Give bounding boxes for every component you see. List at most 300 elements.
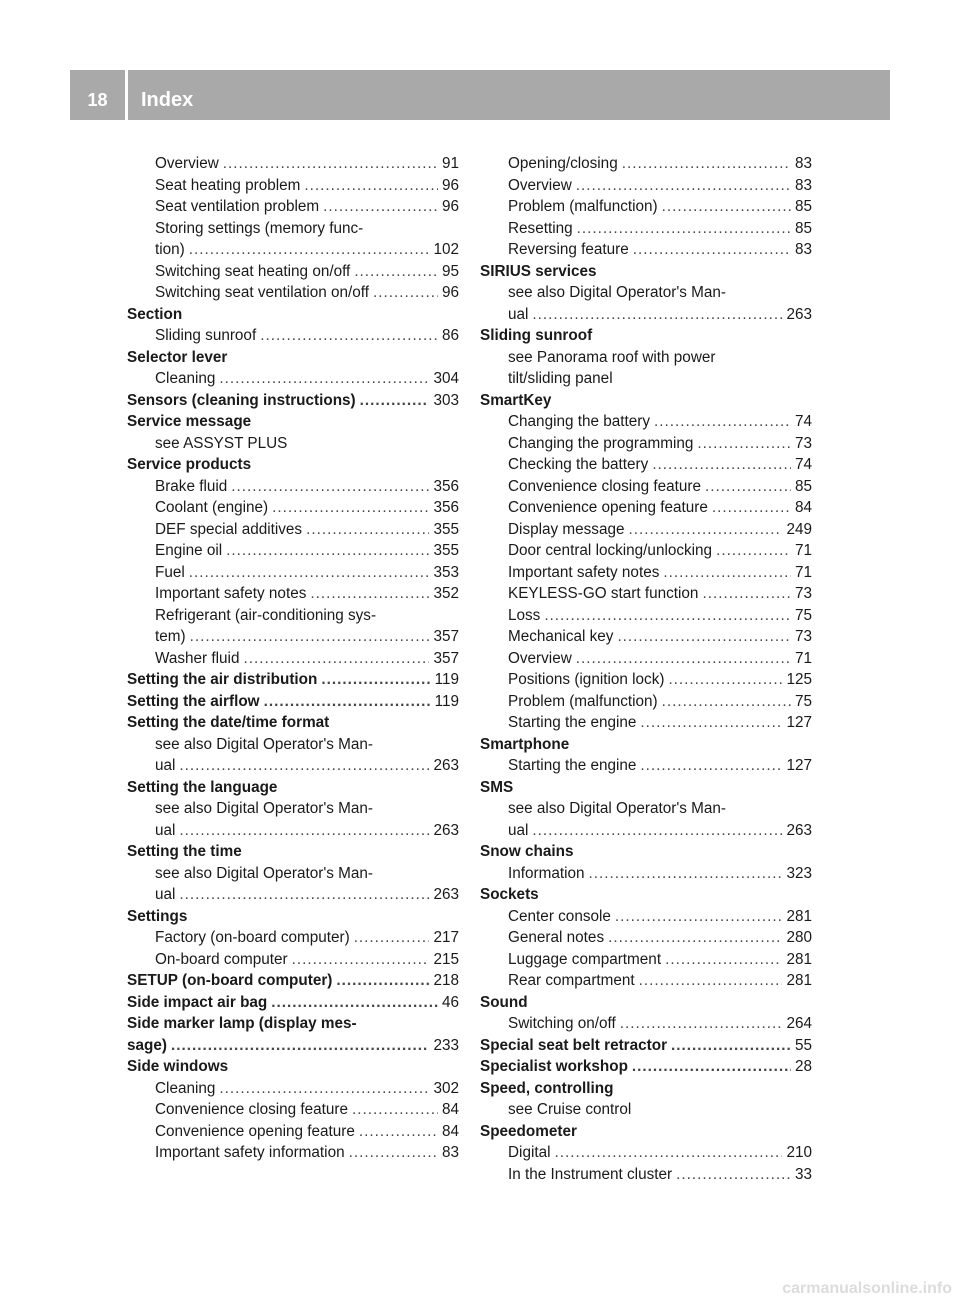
page-reference: 95	[441, 262, 459, 280]
entry-text: see also Digital Operator's Man-	[508, 800, 727, 817]
dot-leader	[336, 970, 429, 992]
index-subentry	[127, 325, 459, 347]
dot-leader	[231, 476, 429, 498]
index-heading	[127, 669, 459, 691]
dot-leader	[243, 648, 429, 670]
index-heading	[127, 992, 459, 1014]
entry-text: Setting the air distribution	[127, 671, 318, 688]
entry-text: Mechanical key	[508, 628, 614, 645]
page-reference: 55	[794, 1036, 812, 1054]
page-reference: 83	[441, 1144, 459, 1161]
index-subentry	[480, 712, 812, 734]
entry-text: Setting the date/time format	[127, 714, 330, 731]
page-reference: 73	[794, 434, 812, 452]
index-subentry	[480, 605, 812, 627]
entry-text: sage)	[127, 1036, 167, 1054]
dot-leader	[576, 648, 791, 670]
entry-text: KEYLESS-GO start function	[508, 585, 699, 602]
index-subentry	[127, 497, 459, 519]
index-heading	[127, 841, 459, 863]
dot-leader	[662, 196, 791, 218]
entry-text: Convenience opening feature	[155, 1122, 355, 1140]
page-reference: 263	[786, 821, 812, 839]
dot-leader	[359, 1121, 438, 1143]
dot-leader	[219, 1078, 429, 1100]
index-subentry	[127, 1142, 459, 1164]
page-reference: 84	[794, 499, 812, 516]
page-reference: 355	[433, 520, 459, 538]
dot-leader	[179, 755, 429, 777]
page-reference: 119	[434, 671, 459, 688]
page-reference: 96	[441, 176, 459, 194]
index-subentry	[480, 669, 812, 691]
dot-leader	[179, 884, 429, 906]
entry-text: Service message	[127, 413, 252, 430]
entry-text: tilt/sliding panel	[508, 370, 613, 387]
page-number: 18	[87, 90, 108, 110]
index-subentry	[127, 282, 459, 304]
entry-text: Information	[508, 864, 585, 882]
index-subentry	[480, 476, 812, 498]
entry-text: Reversing feature	[508, 241, 629, 258]
index-heading	[480, 1078, 812, 1100]
index-heading	[480, 390, 812, 412]
index-heading	[480, 261, 812, 283]
index-subentry	[127, 562, 459, 584]
page-reference: 263	[433, 886, 459, 903]
index-subentry	[480, 347, 812, 369]
page-reference: 263	[786, 305, 812, 323]
entry-text: Factory (on-board computer)	[155, 929, 350, 946]
entry-text: tem)	[155, 628, 186, 645]
entry-text: Service products	[127, 456, 252, 473]
dot-leader	[544, 605, 791, 627]
page-reference: 96	[441, 198, 459, 215]
index-subentry	[127, 755, 459, 777]
page-reference: 233	[433, 1036, 459, 1054]
entry-text: Switching seat ventilation on/off	[155, 284, 370, 301]
entry-text: Changing the programming	[508, 434, 694, 452]
dot-leader	[662, 691, 791, 713]
index-subentry	[480, 562, 812, 584]
page-reference: 74	[794, 413, 812, 430]
entry-text: ual	[508, 305, 529, 323]
index-subentry	[127, 884, 459, 906]
dot-leader	[373, 282, 438, 304]
index-subentry	[127, 519, 459, 541]
page-reference: 85	[794, 477, 812, 495]
page-reference: 71	[794, 542, 812, 559]
index-subentry	[127, 863, 459, 885]
dot-leader	[697, 433, 791, 455]
page-reference: 281	[786, 950, 812, 968]
index-heading	[127, 1035, 459, 1057]
entry-text: Center console	[508, 907, 611, 925]
index-subentry	[480, 175, 812, 197]
dot-leader	[223, 153, 438, 175]
dot-leader	[576, 175, 791, 197]
index-subentry	[127, 261, 459, 283]
entry-text: Side windows	[127, 1058, 229, 1075]
entry-text: Opening/closing	[508, 155, 618, 172]
entry-text: Digital	[508, 1144, 551, 1161]
dot-leader	[179, 820, 429, 842]
index-subentry	[127, 1078, 459, 1100]
index-subentry	[480, 304, 812, 326]
entry-text: Setting the language	[127, 778, 278, 796]
entry-text: Fuel	[155, 563, 185, 581]
index-subentry	[480, 1164, 812, 1186]
entry-text: Sliding sunroof	[155, 327, 257, 344]
page-reference: 71	[794, 563, 812, 581]
page-reference: 356	[433, 477, 459, 495]
index-subentry	[127, 1121, 459, 1143]
page-reference: 83	[794, 176, 812, 194]
dot-leader	[577, 218, 791, 240]
dot-leader	[321, 669, 430, 691]
page-reference: 263	[433, 821, 459, 839]
entry-text: Seat ventilation problem	[155, 198, 320, 215]
index-subentry	[480, 949, 812, 971]
entry-text: Sensors (cleaning instructions)	[127, 391, 356, 409]
page-reference: 125	[786, 671, 812, 688]
entry-text: Problem (malfunction)	[508, 692, 658, 710]
index-subentry	[127, 153, 459, 175]
page-reference: 303	[433, 391, 459, 409]
entry-text: see also Digital Operator's Man-	[155, 864, 374, 882]
page-reference: 281	[786, 907, 812, 925]
entry-text: ual	[155, 821, 176, 839]
page-reference: 217	[433, 929, 459, 946]
index-heading	[480, 884, 812, 906]
dot-leader	[633, 239, 791, 261]
index-subentry	[480, 433, 812, 455]
entry-text: Overview	[155, 155, 219, 172]
page-reference: 85	[794, 219, 812, 237]
dot-leader	[354, 927, 430, 949]
entry-text: Cleaning	[155, 1079, 216, 1097]
entry-text: see also Digital Operator's Man-	[508, 284, 727, 301]
index-subentry	[480, 153, 812, 175]
index-subentry	[480, 497, 812, 519]
index-subentry	[480, 691, 812, 713]
page-reference: 71	[794, 649, 812, 667]
page-reference: 357	[433, 628, 459, 645]
dot-leader	[271, 992, 438, 1014]
index-subentry	[127, 476, 459, 498]
index-heading	[127, 906, 459, 928]
entry-text: Important safety information	[155, 1144, 345, 1161]
index-subentry	[480, 906, 812, 928]
page-reference: 127	[786, 757, 812, 774]
entry-text: Setting the time	[127, 843, 242, 860]
entry-text: Positions (ignition lock)	[508, 671, 665, 688]
dot-leader	[615, 906, 783, 928]
entry-text: Section	[127, 305, 183, 323]
entry-text: ual	[155, 886, 176, 903]
dot-leader	[632, 1056, 791, 1078]
entry-text: Speed, controlling	[480, 1079, 614, 1097]
entry-text: Brake fluid	[155, 477, 228, 495]
page-reference: 357	[433, 649, 459, 667]
entry-text: Convenience opening feature	[508, 499, 708, 516]
dot-leader	[264, 691, 431, 713]
entry-text: Loss	[508, 606, 541, 624]
index-heading	[127, 411, 459, 433]
page-reference: 84	[441, 1122, 459, 1140]
dot-leader	[639, 970, 783, 992]
entry-text: Sound	[480, 993, 528, 1011]
dot-leader	[310, 583, 429, 605]
index-heading	[480, 325, 812, 347]
dot-leader	[654, 411, 791, 433]
dot-leader	[716, 540, 791, 562]
entry-text: Specialist workshop	[480, 1058, 628, 1075]
dot-leader	[640, 712, 782, 734]
page-reference: 83	[794, 241, 812, 258]
dot-leader	[617, 626, 791, 648]
entry-text: Convenience closing feature	[155, 1101, 349, 1118]
page-reference: 85	[794, 198, 812, 215]
dot-leader	[705, 476, 791, 498]
index-subentry	[480, 755, 812, 777]
dot-leader	[360, 390, 430, 412]
entry-text: Speedometer	[480, 1122, 577, 1140]
index-column-left	[127, 153, 459, 1164]
page-reference: 263	[433, 757, 459, 774]
page-reference: 74	[794, 456, 812, 473]
entry-text: Problem (malfunction)	[508, 198, 658, 215]
page-reference: 302	[433, 1079, 459, 1097]
page-reference: 355	[433, 542, 459, 559]
dot-leader	[304, 175, 438, 197]
dot-leader	[171, 1035, 430, 1057]
entry-text: Overview	[508, 176, 572, 194]
index-subentry	[127, 218, 459, 240]
dot-leader	[226, 540, 429, 562]
entry-text: Sliding sunroof	[480, 327, 593, 344]
page-reference: 264	[786, 1015, 812, 1032]
entry-text: SETUP (on-board computer)	[127, 972, 333, 989]
dot-leader	[652, 454, 791, 476]
entry-text: see ASSYST PLUS	[155, 434, 288, 452]
entry-text: Rear compartment	[508, 972, 635, 989]
entry-text: SmartKey	[480, 391, 552, 409]
entry-text: General notes	[508, 929, 605, 946]
page-reference: 353	[433, 563, 459, 581]
index-subentry	[127, 648, 459, 670]
index-heading	[127, 390, 459, 412]
page-reference: 281	[786, 972, 812, 989]
index-heading	[480, 1035, 812, 1057]
index-subentry	[480, 454, 812, 476]
index-subentry	[480, 519, 812, 541]
entry-text: DEF special additives	[155, 520, 303, 538]
page-reference: 215	[433, 950, 459, 968]
entry-text: Switching on/off	[508, 1015, 616, 1032]
entry-text: Selector lever	[127, 348, 228, 366]
entry-text: Seat heating problem	[155, 176, 301, 194]
index-subentry	[480, 540, 812, 562]
entry-text: Checking the battery	[508, 456, 649, 473]
entry-text: Settings	[127, 907, 188, 925]
index-subentry	[480, 626, 812, 648]
index-heading	[127, 1056, 459, 1078]
dot-leader	[352, 1099, 438, 1121]
dot-leader	[663, 562, 791, 584]
dot-leader	[260, 325, 438, 347]
entry-text: Washer fluid	[155, 649, 240, 667]
dot-leader	[668, 669, 782, 691]
entry-text: Coolant (engine)	[155, 499, 269, 516]
index-subentry	[480, 863, 812, 885]
index-subentry	[480, 1142, 812, 1164]
dot-leader	[219, 368, 429, 390]
dot-leader	[189, 562, 430, 584]
page-reference: 304	[433, 370, 459, 387]
index-heading	[127, 691, 459, 713]
page-reference: 280	[786, 929, 812, 946]
entry-text: Resetting	[508, 219, 573, 237]
index-subentry	[127, 820, 459, 842]
page-reference: 218	[433, 972, 459, 989]
index-subentry	[127, 605, 459, 627]
entry-text: Overview	[508, 649, 572, 667]
index-subentry	[127, 196, 459, 218]
entry-text: Starting the engine	[508, 714, 637, 731]
entry-text: see also Digital Operator's Man-	[155, 735, 374, 753]
page-reference: 127	[786, 714, 812, 731]
page-reference: 249	[786, 520, 812, 538]
index-heading	[127, 347, 459, 369]
index-subentry	[480, 368, 812, 390]
page-reference: 352	[433, 585, 459, 602]
index-subentry	[480, 927, 812, 949]
dot-leader	[354, 261, 438, 283]
dot-leader	[323, 196, 438, 218]
entry-text: Changing the battery	[508, 413, 651, 430]
index-subentry	[127, 540, 459, 562]
entry-text: see Cruise control	[508, 1101, 632, 1118]
dot-leader	[608, 927, 782, 949]
page-reference: 28	[794, 1058, 812, 1075]
index-subentry	[480, 820, 812, 842]
index-subentry	[480, 239, 812, 261]
entry-text: SMS	[480, 778, 514, 796]
entry-text: Refrigerant (air-conditioning sys-	[155, 606, 377, 624]
index-subentry	[127, 927, 459, 949]
index-subentry	[480, 970, 812, 992]
index-subentry	[127, 734, 459, 756]
index-subentry	[480, 1013, 812, 1035]
page-reference: 33	[794, 1165, 812, 1183]
index-heading	[127, 1013, 459, 1035]
page-reference: 46	[441, 993, 459, 1011]
index-heading	[480, 841, 812, 863]
index-column-right	[480, 153, 812, 1185]
page-reference: 102	[433, 241, 459, 258]
dot-leader	[189, 239, 430, 261]
index-heading	[127, 970, 459, 992]
dot-leader	[665, 949, 782, 971]
dot-leader	[272, 497, 429, 519]
index-subentry	[480, 282, 812, 304]
index-subentry	[480, 1099, 812, 1121]
entry-text: Snow chains	[480, 843, 574, 860]
entry-text: ual	[155, 757, 176, 774]
index-subentry	[127, 626, 459, 648]
dot-leader	[671, 1035, 791, 1057]
index-subentry	[127, 583, 459, 605]
index-subentry	[480, 411, 812, 433]
entry-text: Sockets	[480, 886, 539, 903]
page-reference: 356	[433, 499, 459, 516]
index-subentry	[480, 798, 812, 820]
dot-leader	[190, 626, 430, 648]
entry-text: Door central locking/unlocking	[508, 542, 713, 559]
dot-leader	[620, 1013, 783, 1035]
index-subentry	[127, 239, 459, 261]
entry-text: Luggage compartment	[508, 950, 662, 968]
index-subentry	[127, 1099, 459, 1121]
index-heading	[127, 777, 459, 799]
page-reference: 73	[794, 585, 812, 602]
page-reference: 91	[441, 155, 459, 172]
entry-text: Important safety notes	[508, 563, 660, 581]
index-heading	[127, 304, 459, 326]
entry-text: see Panorama roof with power	[508, 348, 716, 366]
index-subentry	[480, 218, 812, 240]
entry-text: SIRIUS services	[480, 262, 597, 280]
page-reference: 83	[794, 155, 812, 172]
page-reference: 75	[794, 606, 812, 624]
index-subentry	[480, 196, 812, 218]
dot-leader	[702, 583, 791, 605]
entry-text: Special seat belt retractor	[480, 1036, 668, 1054]
entry-text: Setting the airflow	[127, 692, 260, 710]
dot-leader	[555, 1142, 783, 1164]
dot-leader	[628, 519, 782, 541]
entry-text: Convenience closing feature	[508, 477, 702, 495]
dot-leader	[589, 863, 783, 885]
page-reference: 96	[441, 284, 459, 301]
index-heading	[127, 454, 459, 476]
page-reference: 75	[794, 692, 812, 710]
section-title: Index	[141, 89, 194, 111]
dot-leader	[640, 755, 782, 777]
index-heading	[127, 712, 459, 734]
index-subentry	[127, 368, 459, 390]
entry-text: In the Instrument cluster	[508, 1165, 673, 1183]
entry-text: Side impact air bag	[127, 993, 268, 1011]
dot-leader	[532, 820, 782, 842]
page-reference: 86	[441, 327, 459, 344]
entry-text: Switching seat heating on/off	[155, 262, 351, 280]
dot-leader	[676, 1164, 791, 1186]
index-heading	[480, 992, 812, 1014]
entry-text: see also Digital Operator's Man-	[155, 800, 374, 817]
entry-text: ual	[508, 821, 529, 839]
entry-text: Starting the engine	[508, 757, 637, 774]
index-heading	[480, 734, 812, 756]
page-reference: 84	[441, 1101, 459, 1118]
entry-text: On-board computer	[155, 950, 288, 968]
dot-leader	[622, 153, 791, 175]
header-divider	[125, 70, 128, 120]
index-subentry	[480, 648, 812, 670]
index-heading	[480, 1121, 812, 1143]
dot-leader	[712, 497, 791, 519]
